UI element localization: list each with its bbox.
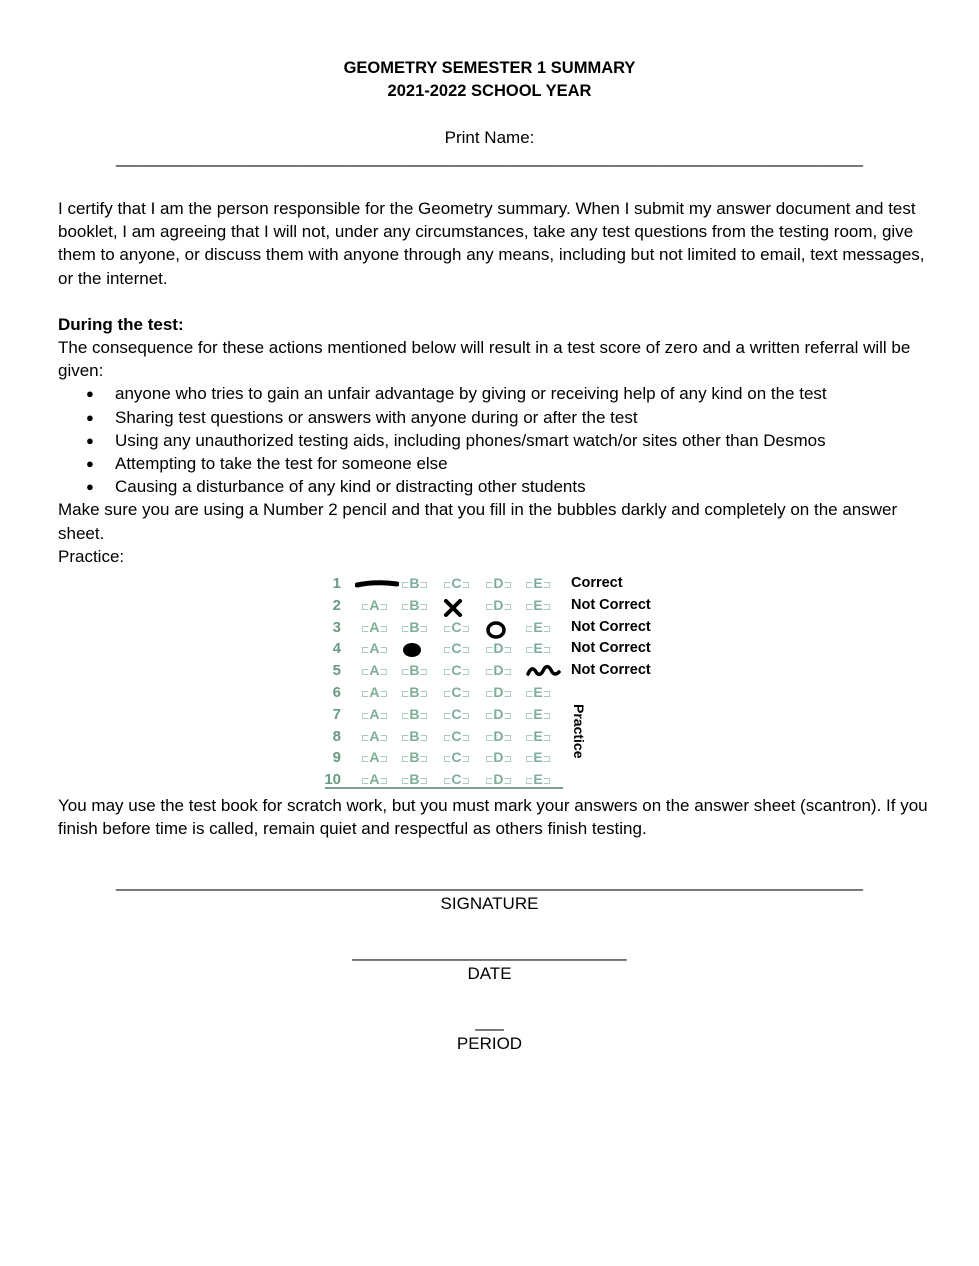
- dash-mark-icon: [355, 576, 399, 596]
- answer-bubble-c: [443, 662, 470, 678]
- document-subtitle: 2021-2022 SCHOOL YEAR: [387, 82, 592, 100]
- answer-bubble-e: [525, 619, 551, 635]
- answer-bubble-e: [525, 771, 551, 787]
- bubble-bracket-left: ⊏: [401, 601, 410, 613]
- bubble-bracket-right: ⊐: [503, 732, 512, 744]
- bubble-bracket-left: ⊏: [525, 601, 534, 613]
- question-number: 7: [332, 705, 341, 723]
- bubble-bracket-right: ⊐: [379, 623, 388, 635]
- practice-label: Practice:: [58, 546, 125, 566]
- bubble-letter: B: [409, 618, 420, 635]
- bubble-bracket-left: ⊏: [401, 732, 410, 744]
- answer-bubble-a: [361, 640, 388, 656]
- bubble-bracket-left: ⊏: [361, 754, 370, 766]
- bubble-bracket-left: ⊏: [401, 754, 410, 766]
- bubble-letter: C: [451, 705, 462, 722]
- answer-bubble-e: [525, 597, 551, 613]
- bubble-letter: B: [409, 684, 420, 701]
- bubble-letter: D: [493, 749, 504, 766]
- x-mark-icon: [443, 598, 463, 623]
- print-name-label: Print Name:: [444, 128, 535, 147]
- rule-item: ● Causing a disturbance of any kind or distracting other students: [58, 475, 928, 498]
- answer-bubble-d: [485, 706, 512, 722]
- answer-bubble-d: [485, 728, 512, 744]
- bubble-letter: B: [409, 575, 420, 592]
- question-number: 2: [332, 596, 341, 614]
- answer-bubble-b: [401, 575, 428, 591]
- answer-bubble-b: [401, 706, 428, 722]
- bubble-bracket-right: ⊐: [379, 754, 388, 766]
- answer-bubble-d: [485, 662, 512, 678]
- bubble-letter: A: [369, 684, 380, 701]
- bubble-bracket-right: ⊐: [461, 710, 470, 722]
- bubble-bracket-right: ⊐: [419, 667, 428, 679]
- bubble-letter: D: [493, 771, 504, 788]
- bubble-bracket-left: ⊏: [401, 667, 410, 679]
- rules-list: [58, 382, 928, 498]
- question-number: 5: [332, 662, 341, 680]
- bubble-letter: E: [533, 727, 543, 744]
- bubble-bracket-right: ⊐: [461, 754, 470, 766]
- bubble-bracket-right: ⊐: [542, 689, 552, 701]
- scantron-baseline: [325, 787, 563, 789]
- answer-bubble-b: [401, 662, 428, 678]
- bubble-letter: B: [409, 771, 420, 788]
- answer-bubble-c: [443, 706, 470, 722]
- answer-bubble-a: [361, 728, 388, 744]
- bubble-letter: D: [493, 684, 504, 701]
- bubble-letter: A: [369, 771, 380, 788]
- bubble-letter: C: [451, 749, 462, 766]
- question-number: 8: [332, 727, 341, 745]
- bubble-letter: D: [493, 575, 504, 592]
- bubble-bracket-left: ⊏: [401, 689, 410, 701]
- bubble-bracket-left: ⊏: [443, 776, 452, 788]
- bubble-bracket-right: ⊐: [461, 689, 470, 701]
- answer-bubble-d: [485, 575, 512, 591]
- bubble-letter: B: [409, 705, 420, 722]
- bubble-bracket-left: ⊏: [443, 623, 452, 635]
- bubble-bracket-right: ⊐: [379, 689, 388, 701]
- bubble-bracket-left: ⊏: [401, 623, 410, 635]
- bubble-bracket-left: ⊏: [525, 754, 534, 766]
- bubble-bracket-right: ⊐: [379, 776, 388, 788]
- answer-bubble-c: [443, 749, 470, 765]
- bubble-letter: B: [409, 662, 420, 679]
- bubble-bracket-left: ⊏: [485, 645, 494, 657]
- bubble-bracket-left: ⊏: [485, 754, 494, 766]
- bubble-bracket-right: ⊐: [542, 776, 552, 788]
- answer-bubble-a: [361, 662, 388, 678]
- answer-bubble-c: [443, 684, 470, 700]
- bubble-bracket-left: ⊏: [525, 732, 534, 744]
- rule-item: ● Using any unauthorized testing aids, including phones/smart watch/or sites other than Desmos: [58, 429, 928, 452]
- bubble-bracket-left: ⊏: [361, 732, 370, 744]
- period-label: PERIOD: [456, 1034, 523, 1053]
- bubble-bracket-right: ⊐: [419, 710, 428, 722]
- answer-bubble-b: [401, 684, 428, 700]
- bubble-letter: E: [533, 575, 543, 592]
- answer-bubble-e: [525, 728, 551, 744]
- bubble-letter: A: [369, 705, 380, 722]
- practice-side-label: Practice: [571, 704, 587, 759]
- bubble-letter: C: [451, 575, 462, 592]
- bubble-bracket-left: ⊏: [525, 776, 534, 788]
- bubble-bracket-right: ⊐: [503, 601, 512, 613]
- bubble-bracket-right: ⊐: [379, 732, 388, 744]
- bubble-letter: A: [369, 640, 380, 657]
- bubble-bracket-left: ⊏: [401, 580, 410, 592]
- answer-bubble-a: [361, 706, 388, 722]
- bubble-bracket-left: ⊏: [361, 689, 370, 701]
- bubble-bracket-left: ⊏: [361, 601, 370, 613]
- bubble-letter: B: [409, 596, 420, 613]
- bubble-bracket-right: ⊐: [503, 645, 512, 657]
- bubble-letter: B: [409, 727, 420, 744]
- bubble-bracket-left: ⊏: [443, 710, 452, 722]
- bubble-bracket-left: ⊏: [525, 689, 534, 701]
- bubble-bracket-right: ⊐: [419, 623, 428, 635]
- rule-item: ● Attempting to take the test for someone else: [58, 452, 928, 475]
- bubble-letter: D: [493, 727, 504, 744]
- bubble-bracket-left: ⊏: [485, 601, 494, 613]
- answer-bubble-c: [443, 771, 470, 787]
- bubble-bracket-right: ⊐: [419, 776, 428, 788]
- bubble-letter: D: [493, 705, 504, 722]
- bubble-letter: E: [533, 640, 543, 657]
- bubble-letter: C: [451, 727, 462, 744]
- bubble-bracket-left: ⊏: [361, 776, 370, 788]
- bubble-letter: D: [493, 662, 504, 679]
- scratch-note: You may use the test book for scratch work, but you must mark your answers on the answer sheet (scantron). If you finish before time is called, remain quiet and respectful as others finish testing.: [58, 796, 928, 839]
- answer-bubble-e: [525, 749, 551, 765]
- bubble-bracket-left: ⊏: [361, 667, 370, 679]
- bubble-bracket-right: ⊐: [379, 645, 388, 657]
- answer-bubble-e: [525, 684, 551, 700]
- rule-item: ● anyone who tries to gain an unfair advantage by giving or receiving help of any kind on the test: [58, 382, 928, 405]
- circle-mark-icon: [485, 620, 507, 645]
- bubble-bracket-left: ⊏: [525, 623, 534, 635]
- bubble-bracket-right: ⊐: [503, 710, 512, 722]
- bubble-letter: C: [451, 662, 462, 679]
- bubble-bracket-left: ⊏: [443, 732, 452, 744]
- bubble-bracket-left: ⊏: [443, 754, 452, 766]
- answer-bubble-a: [361, 684, 388, 700]
- answer-bubble-e: [525, 575, 551, 591]
- signature-label: SIGNATURE: [440, 894, 539, 913]
- bubble-letter: E: [533, 596, 543, 613]
- rule-item: ● Sharing test questions or answers with anyone during or after the test: [58, 406, 928, 429]
- certification-text: I certify that I am the person responsible for the Geometry summary. When I submit my answer document and test booklet, I am agreeing that I will not, under any circumstances, take any test questions from the testing room, give them to anyone, or discuss them with anyone through any means, including but not limited to email, text messages, or the internet.: [58, 199, 925, 288]
- partial-fill-mark-icon: [401, 641, 423, 664]
- bubble-bracket-left: ⊏: [485, 580, 494, 592]
- bubble-bracket-right: ⊐: [461, 580, 470, 592]
- answer-bubble-c: [443, 575, 470, 591]
- date-line: _____________________________: [352, 942, 627, 961]
- bubble-bracket-right: ⊐: [419, 732, 428, 744]
- bubble-letter: D: [493, 640, 504, 657]
- bubble-letter: E: [533, 771, 543, 788]
- bubble-bracket-left: ⊏: [525, 710, 534, 722]
- bubble-bracket-right: ⊐: [542, 645, 552, 657]
- row-result-label: Not Correct: [571, 662, 651, 679]
- bubble-bracket-left: ⊏: [401, 710, 410, 722]
- bubble-bracket-right: ⊐: [419, 754, 428, 766]
- bubble-bracket-right: ⊐: [542, 710, 552, 722]
- question-number: 4: [332, 640, 341, 658]
- bubble-letter: D: [493, 596, 504, 613]
- bubble-bracket-left: ⊏: [401, 776, 410, 788]
- pencil-note: Make sure you are using a Number 2 pencil and that you fill in the bubbles darkly and completely on the answer sheet.: [58, 500, 898, 543]
- bubble-bracket-left: ⊏: [443, 667, 452, 679]
- bubble-bracket-left: ⊏: [361, 645, 370, 657]
- bubble-letter: A: [369, 749, 380, 766]
- bubble-letter: A: [369, 596, 380, 613]
- answer-bubble-e: [525, 640, 551, 656]
- bubble-bracket-left: ⊏: [443, 689, 452, 701]
- during-test-heading: During the test:: [58, 314, 184, 334]
- document-title: GEOMETRY SEMESTER 1 SUMMARY: [343, 59, 636, 77]
- answer-bubble-b: [401, 749, 428, 765]
- answer-bubble-c: [443, 728, 470, 744]
- question-number: 3: [332, 618, 341, 636]
- row-result-label: Not Correct: [571, 640, 651, 657]
- bubble-bracket-right: ⊐: [461, 732, 470, 744]
- question-number: 9: [332, 749, 341, 767]
- bubble-bracket-right: ⊐: [542, 580, 552, 592]
- bubble-bracket-left: ⊏: [525, 645, 534, 657]
- bubble-bracket-left: ⊏: [443, 580, 452, 592]
- squiggle-mark-icon: [525, 663, 561, 684]
- bubble-letter: C: [451, 684, 462, 701]
- question-number: 1: [332, 575, 341, 593]
- answer-bubble-b: [401, 597, 428, 613]
- bubble-bracket-right: ⊐: [379, 601, 388, 613]
- bubble-bracket-right: ⊐: [503, 754, 512, 766]
- row-result-label: Not Correct: [571, 596, 651, 613]
- answer-bubble-d: [485, 749, 512, 765]
- bubble-bracket-right: ⊐: [419, 601, 428, 613]
- answer-bubble-b: [401, 619, 428, 635]
- bubble-bracket-right: ⊐: [461, 645, 470, 657]
- date-label: DATE: [467, 964, 512, 983]
- bubble-bracket-left: ⊏: [485, 710, 494, 722]
- print-name-line: _______________________________________________________________________________: [116, 148, 863, 167]
- question-number: 6: [332, 684, 341, 702]
- bubble-letter: C: [451, 771, 462, 788]
- bubble-bracket-left: ⊏: [443, 645, 452, 657]
- answer-bubble-d: [485, 597, 512, 613]
- bubble-letter: E: [533, 705, 543, 722]
- bubble-letter: C: [451, 618, 462, 635]
- bubble-bracket-right: ⊐: [461, 776, 470, 788]
- bubble-bracket-right: ⊐: [419, 580, 428, 592]
- bubble-bracket-left: ⊏: [525, 580, 534, 592]
- bubble-bracket-left: ⊏: [361, 710, 370, 722]
- bubble-bracket-right: ⊐: [542, 601, 552, 613]
- bubble-bracket-right: ⊐: [379, 667, 388, 679]
- bubble-bracket-left: ⊏: [485, 776, 494, 788]
- answer-bubble-a: [361, 771, 388, 787]
- during-test-intro: The consequence for these actions mentioned below will result in a test score of zero and a written referral will be given:: [58, 338, 911, 381]
- bubble-bracket-left: ⊏: [361, 623, 370, 635]
- row-result-label: Not Correct: [571, 618, 651, 635]
- bubble-letter: E: [533, 618, 543, 635]
- bubble-bracket-right: ⊐: [461, 667, 470, 679]
- answer-bubble-c: [443, 640, 470, 656]
- answer-bubble-d: [485, 771, 512, 787]
- bubble-bracket-right: ⊐: [503, 776, 512, 788]
- bubble-bracket-right: ⊐: [542, 754, 552, 766]
- bubble-bracket-right: ⊐: [379, 710, 388, 722]
- answer-bubble-a: [361, 749, 388, 765]
- period-line: ___: [475, 1012, 504, 1031]
- answer-bubble-d: [485, 684, 512, 700]
- document-body: [58, 197, 928, 840]
- bubble-letter: A: [369, 727, 380, 744]
- answer-bubble-e: [525, 706, 551, 722]
- bubble-letter: E: [533, 749, 543, 766]
- signature-line: _______________________________________________________________________________: [116, 872, 863, 891]
- practice-scantron-image: [325, 572, 685, 794]
- bubble-letter: A: [369, 618, 380, 635]
- bubble-bracket-right: ⊐: [419, 689, 428, 701]
- question-number: 10: [324, 771, 341, 789]
- bubble-bracket-left: ⊏: [485, 732, 494, 744]
- bubble-letter: B: [409, 749, 420, 766]
- bubble-bracket-right: ⊐: [461, 623, 470, 635]
- answer-bubble-a: [361, 597, 388, 613]
- bubble-letter: E: [533, 684, 543, 701]
- bubble-bracket-right: ⊐: [503, 667, 512, 679]
- bubble-bracket-right: ⊐: [542, 732, 552, 744]
- bubble-letter: A: [369, 662, 380, 679]
- bubble-bracket-left: ⊏: [485, 667, 494, 679]
- bubble-letter: C: [451, 640, 462, 657]
- bubble-bracket-right: ⊐: [503, 689, 512, 701]
- answer-bubble-b: [401, 728, 428, 744]
- bubble-bracket-right: ⊐: [503, 580, 512, 592]
- answer-bubble-b: [401, 771, 428, 787]
- bubble-bracket-right: ⊐: [542, 623, 552, 635]
- row-result-label: Correct: [571, 575, 623, 592]
- bubble-bracket-left: ⊏: [485, 689, 494, 701]
- answer-bubble-a: [361, 619, 388, 635]
